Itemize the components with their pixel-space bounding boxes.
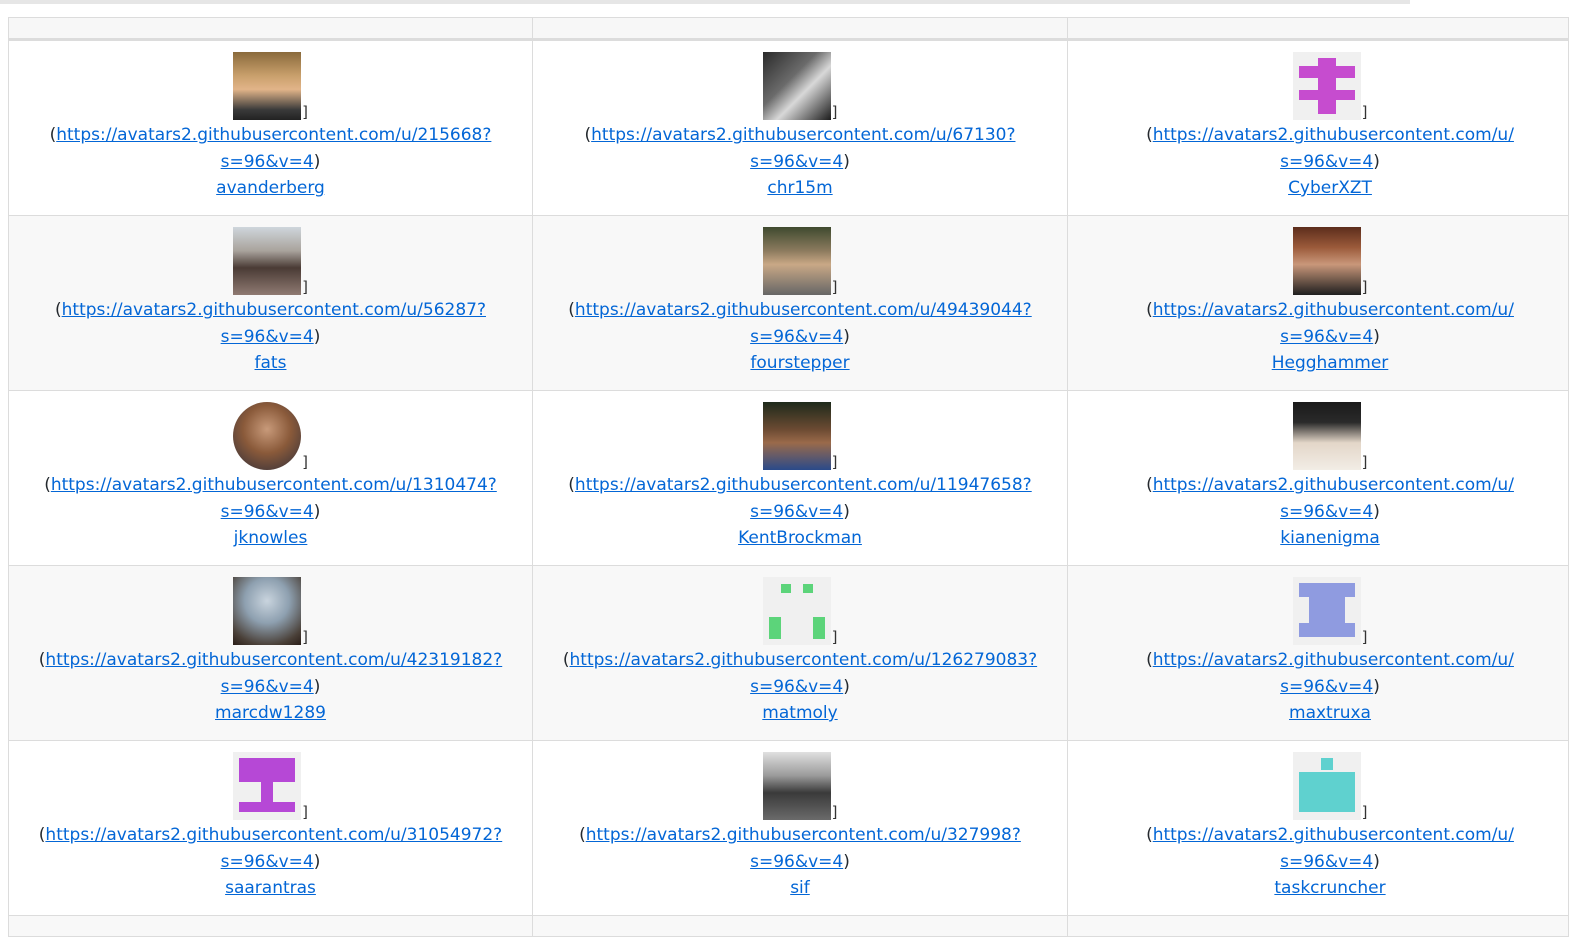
avatar-url-link-query[interactable]: s=96&v=4 xyxy=(1280,326,1374,347)
username xyxy=(9,700,532,727)
avatar-url-link-query[interactable]: s=96&v=4 xyxy=(1280,501,1374,522)
avatar-url xyxy=(1068,122,1592,175)
contributor-cell xyxy=(533,391,1068,566)
close-paren: ) xyxy=(1373,676,1380,697)
open-paren: ( xyxy=(568,300,575,320)
close-paren: ) xyxy=(843,151,850,172)
avatar[interactable] xyxy=(763,577,831,645)
avatar-url xyxy=(533,472,1067,525)
username-link[interactable]: sif xyxy=(790,878,810,898)
username-link[interactable]: maxtruxa xyxy=(1289,703,1371,723)
avatar-url-link-query[interactable]: s=96&v=4 xyxy=(220,676,314,697)
contributor-cell xyxy=(533,741,1068,916)
avatar[interactable] xyxy=(763,52,831,120)
avatar-url-link-query[interactable]: s=96&v=4 xyxy=(750,676,844,697)
table-row xyxy=(9,216,1569,391)
username xyxy=(9,875,532,902)
username xyxy=(1068,175,1592,202)
contributor-cell xyxy=(1068,916,1569,937)
open-paren: ( xyxy=(568,475,575,495)
contributor-cell xyxy=(1068,741,1569,916)
username xyxy=(533,175,1067,202)
username-link[interactable]: jknowles xyxy=(233,528,308,548)
avatar-url-link-query[interactable]: s=96&v=4 xyxy=(1280,151,1374,172)
avatar-url-link-query[interactable]: s=96&v=4 xyxy=(220,151,314,172)
contributor-card xyxy=(533,216,1067,377)
contributor-cell xyxy=(9,916,533,937)
table-header-cell xyxy=(1068,18,1569,40)
username xyxy=(9,350,532,377)
avatar-url xyxy=(533,122,1067,175)
close-paren: ) xyxy=(843,676,850,697)
avatar-url-link-query[interactable]: s=96&v=4 xyxy=(220,326,314,347)
bracket-text: ] xyxy=(302,278,308,296)
avatar-url-link[interactable]: https://avatars2.githubusercontent.com/u/67130? xyxy=(591,125,1016,145)
bracket-text: ] xyxy=(831,453,838,471)
top-divider xyxy=(0,0,1410,4)
open-paren: ( xyxy=(562,650,570,670)
table-header-cell xyxy=(9,18,533,40)
contributor-card xyxy=(533,566,1067,727)
avatar[interactable] xyxy=(1293,227,1361,295)
close-paren: ) xyxy=(313,151,321,172)
close-paren: ) xyxy=(313,326,321,347)
bracket-text: ] xyxy=(831,628,838,646)
open-paren: ( xyxy=(1146,125,1153,145)
bracket-text: ] xyxy=(831,278,838,296)
bracket-text: ] xyxy=(831,803,838,821)
open-paren: ( xyxy=(579,825,586,845)
close-paren: ) xyxy=(1373,151,1380,172)
open-paren: ( xyxy=(44,475,51,495)
open-paren: ( xyxy=(584,125,592,145)
avatar[interactable] xyxy=(233,577,301,645)
contributor-cell xyxy=(533,40,1068,216)
username-link[interactable]: CyberXZT xyxy=(1288,178,1372,198)
contributor-cell xyxy=(1068,391,1569,566)
avatar-url xyxy=(1068,647,1592,700)
username xyxy=(533,525,1067,552)
bracket-text: ] xyxy=(302,803,308,821)
close-paren: ) xyxy=(1373,851,1380,872)
bracket-text: ] xyxy=(302,628,308,646)
username xyxy=(1068,350,1592,377)
contributor-cell xyxy=(9,566,533,741)
username xyxy=(9,525,532,552)
close-paren: ) xyxy=(1373,326,1380,347)
contributor-card xyxy=(533,41,1067,202)
avatar-line xyxy=(533,402,1067,472)
avatar-url-link[interactable]: https://avatars2.githubusercontent.com/u/31054972? xyxy=(45,825,503,845)
table-row xyxy=(9,566,1569,741)
bracket-text: ] xyxy=(1361,278,1368,296)
open-paren: ( xyxy=(1146,475,1153,495)
avatar-url-link[interactable]: https://avatars2.githubusercontent.com/u/126279083? xyxy=(569,650,1038,670)
table-header-row xyxy=(9,18,1569,40)
avatar[interactable] xyxy=(233,227,301,295)
avatar-url xyxy=(9,647,532,700)
avatar-url-link-query[interactable]: s=96&v=4 xyxy=(750,326,844,347)
close-paren: ) xyxy=(1373,501,1380,522)
username-link[interactable]: fourstepper xyxy=(750,353,850,373)
avatar[interactable] xyxy=(233,752,301,820)
contributor-card xyxy=(1068,391,1592,552)
table-row xyxy=(9,40,1569,216)
open-paren: ( xyxy=(1146,300,1153,320)
avatar-url-link[interactable]: https://avatars2.githubusercontent.com/u/ xyxy=(1152,825,1514,845)
avatar[interactable] xyxy=(763,402,831,470)
avatar-url-link[interactable]: https://avatars2.githubusercontent.com/u/56287? xyxy=(61,300,486,320)
avatar-line xyxy=(533,752,1067,822)
username-link[interactable]: saarantras xyxy=(225,878,316,898)
username xyxy=(9,175,532,202)
username-link[interactable]: taskcruncher xyxy=(1274,878,1386,898)
avatar-line xyxy=(1068,227,1592,297)
username xyxy=(1068,700,1592,727)
avatar-url-link-query[interactable]: s=96&v=4 xyxy=(220,501,314,522)
bracket-text: ] xyxy=(1361,803,1368,821)
avatar-url-link[interactable]: https://avatars2.githubusercontent.com/u/ xyxy=(1152,650,1514,670)
bracket-text: ] xyxy=(302,103,308,121)
table-row xyxy=(9,741,1569,916)
contributor-card xyxy=(1068,741,1592,902)
contributor-card xyxy=(1068,216,1592,377)
avatar-url-link-query[interactable]: s=96&v=4 xyxy=(1280,851,1374,872)
contributor-cell xyxy=(9,40,533,216)
avatar-line xyxy=(1068,52,1592,122)
avatar-line xyxy=(533,577,1067,647)
avatar-url-link[interactable]: https://avatars2.githubusercontent.com/u/ xyxy=(1152,125,1514,145)
contributor-cell xyxy=(1068,566,1569,741)
open-paren: ( xyxy=(38,650,46,670)
avatar-line xyxy=(533,52,1067,122)
avatar-url xyxy=(533,297,1067,350)
avatar[interactable] xyxy=(1293,402,1361,470)
avatar[interactable] xyxy=(233,402,301,470)
username-link[interactable]: kianenigma xyxy=(1280,528,1380,548)
username-link[interactable]: fats xyxy=(254,353,287,373)
close-paren: ) xyxy=(313,851,321,872)
bracket-text: ] xyxy=(1361,628,1368,646)
avatar-line xyxy=(1068,402,1592,472)
contributor-cell xyxy=(533,566,1068,741)
username xyxy=(1068,525,1592,552)
avatar-url-link[interactable]: https://avatars2.githubusercontent.com/u/42319182? xyxy=(45,650,503,670)
avatar-line xyxy=(9,752,532,822)
avatar-url xyxy=(9,122,532,175)
contributor-card xyxy=(1068,41,1592,202)
avatar-url-link[interactable]: https://avatars2.githubusercontent.com/u/327998? xyxy=(585,825,1021,845)
avatar[interactable] xyxy=(763,227,831,295)
contributors-table-container xyxy=(8,17,1514,929)
contributor-cell xyxy=(9,216,533,391)
table-header-cell xyxy=(533,18,1068,40)
avatar-url-link[interactable]: https://avatars2.githubusercontent.com/u/215668? xyxy=(56,125,492,145)
avatar-url-link[interactable]: https://avatars2.githubusercontent.com/u/ xyxy=(1152,300,1514,320)
contributor-card xyxy=(9,741,532,902)
open-paren: ( xyxy=(49,125,57,145)
contributor-card xyxy=(9,391,532,552)
bracket-text: ] xyxy=(302,453,308,471)
avatar-url-link-query[interactable]: s=96&v=4 xyxy=(1280,676,1374,697)
avatar-line xyxy=(1068,752,1592,822)
open-paren: ( xyxy=(38,825,46,845)
avatar-line xyxy=(9,577,532,647)
avatar-url xyxy=(1068,822,1592,875)
avatar-line xyxy=(9,52,532,122)
contributor-cell xyxy=(533,216,1068,391)
close-paren: ) xyxy=(843,326,850,347)
contributor-cell xyxy=(1068,216,1569,391)
contributor-card xyxy=(533,391,1067,552)
username-link[interactable]: KentBrockman xyxy=(738,528,862,548)
avatar-url xyxy=(9,472,532,525)
username-link[interactable]: matmoly xyxy=(762,703,838,723)
username-link[interactable]: marcdw1289 xyxy=(215,703,326,723)
avatar-url-link-query[interactable]: s=96&v=4 xyxy=(750,151,844,172)
username-link[interactable]: avanderberg xyxy=(216,178,325,198)
avatar-url-link[interactable]: https://avatars2.githubusercontent.com/u/49439044? xyxy=(574,300,1032,320)
avatar[interactable] xyxy=(1293,52,1361,120)
contributor-card xyxy=(9,41,532,202)
avatar[interactable] xyxy=(1293,752,1361,820)
avatar-line xyxy=(9,402,532,472)
contributor-card xyxy=(1068,566,1592,727)
avatar-url xyxy=(533,822,1067,875)
avatar-url-link-query[interactable]: s=96&v=4 xyxy=(220,851,314,872)
avatar-line xyxy=(533,227,1067,297)
contributor-card xyxy=(9,216,532,377)
avatar[interactable] xyxy=(763,752,831,820)
username-link[interactable]: chr15m xyxy=(767,178,833,198)
avatar-url-link[interactable]: https://avatars2.githubusercontent.com/u/11947658? xyxy=(574,475,1032,495)
close-paren: ) xyxy=(313,501,321,522)
contributor-card xyxy=(533,741,1067,902)
contributors-table xyxy=(8,17,1569,937)
contributor-cell xyxy=(1068,40,1569,216)
avatar-url-link-query[interactable]: s=96&v=4 xyxy=(750,851,844,872)
close-paren: ) xyxy=(843,851,850,872)
username xyxy=(533,700,1067,727)
avatar-url-link-query[interactable]: s=96&v=4 xyxy=(750,501,844,522)
avatar-url-link[interactable]: https://avatars2.githubusercontent.com/u/ xyxy=(1152,475,1514,495)
avatar-url xyxy=(9,822,532,875)
avatar[interactable] xyxy=(1293,577,1361,645)
open-paren: ( xyxy=(1146,825,1153,845)
bracket-text: ] xyxy=(1361,453,1368,471)
open-paren: ( xyxy=(1146,650,1153,670)
table-row xyxy=(9,391,1569,566)
close-paren: ) xyxy=(843,501,850,522)
avatar-url xyxy=(1068,472,1592,525)
avatar-url xyxy=(9,297,532,350)
close-paren: ) xyxy=(313,676,321,697)
avatar[interactable] xyxy=(233,52,301,120)
bracket-text: ] xyxy=(1361,103,1368,121)
username xyxy=(533,875,1067,902)
contributor-cell xyxy=(533,916,1068,937)
contributor-cell xyxy=(9,391,533,566)
username xyxy=(533,350,1067,377)
avatar-line xyxy=(9,227,532,297)
avatar-line xyxy=(1068,577,1592,647)
avatar-url xyxy=(533,647,1067,700)
contributor-card xyxy=(9,566,532,727)
contributor-cell xyxy=(9,741,533,916)
avatar-url xyxy=(1068,297,1592,350)
open-paren: ( xyxy=(55,300,62,320)
table-row xyxy=(9,916,1569,937)
avatar-url-link[interactable]: https://avatars2.githubusercontent.com/u/1310474? xyxy=(50,475,497,495)
username-link[interactable]: Hegghammer xyxy=(1271,353,1389,373)
username xyxy=(1068,875,1592,902)
bracket-text: ] xyxy=(831,103,838,121)
